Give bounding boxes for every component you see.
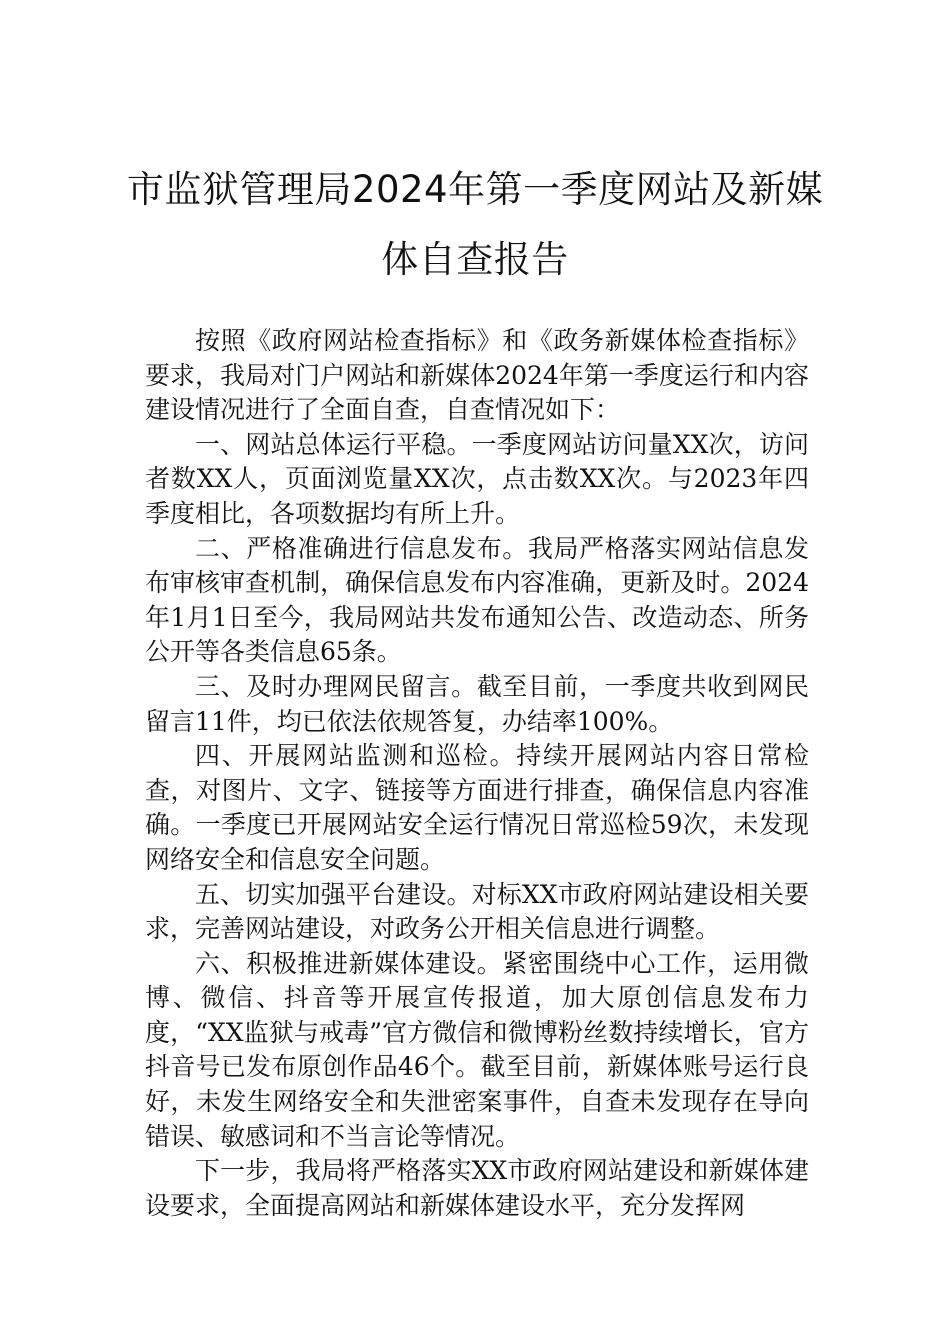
- document-title-line-1: 市监狱管理局2024年第一季度网站及新媒: [126, 168, 824, 211]
- document-title-line-2: 体自查报告: [381, 238, 569, 281]
- paragraph-next-steps: 下一步，我局将严格落实XX市政府网站建设和新媒体建设要求，全面提高网站和新媒体建设水平，充分发挥网: [145, 1156, 809, 1220]
- paragraph-section-2: 二、严格准确进行信息发布。我局严格落实网站信息发布审核审查机制，确保信息发布内容准确，更新及时。2024年1月1日至今，我局网站共发布通知公告、改造动态、所务公开等各类信息65条。: [145, 533, 809, 667]
- paragraph-section-6: 六、积极推进新媒体建设。紧密围绕中心工作，运用微博、微信、抖音等开展宣传报道，加大原创信息发布力度，“XX监狱与戒毒”官方微信和微博粉丝数持续增长，官方抖音号已发布原创作品46个。截至目前，新媒体账号运行良好，未发生网络安全和失泄密案事件，自查未发现存在导向错误、敏感词和不当言论等情况。: [145, 948, 809, 1151]
- paragraph-intro: 按照《政府网站检查指标》和《政务新媒体检查指标》要求，我局对门户网站和新媒体2024年第一季度运行和内容建设情况进行了全面自查，自查情况如下：: [145, 326, 809, 425]
- paragraph-section-3: 三、及时办理网民留言。截至目前，一季度共收到网民留言11件，均已依法依规答复，办结率100%。: [145, 671, 809, 736]
- paragraph-section-5: 五、切实加强平台建设。对标XX市政府网站建设相关要求，完善网站建设，对政务公开相关信息进行调整。: [145, 879, 809, 944]
- document-body: [145, 324, 809, 1223]
- paragraph-section-1: 一、网站总体运行平稳。一季度网站访问量XX次，访问者数XX人，页面浏览量XX次，点击数XX次。与2023年四季度相比，各项数据均有所上升。: [145, 429, 809, 528]
- paragraph-section-4: 四、开展网站监测和巡检。持续开展网站内容日常检查，对图片、文字、链接等方面进行排查，确保信息内容准确。一季度已开展网站安全运行情况日常巡检59次，未发现网络安全和信息安全问题。: [145, 741, 809, 874]
